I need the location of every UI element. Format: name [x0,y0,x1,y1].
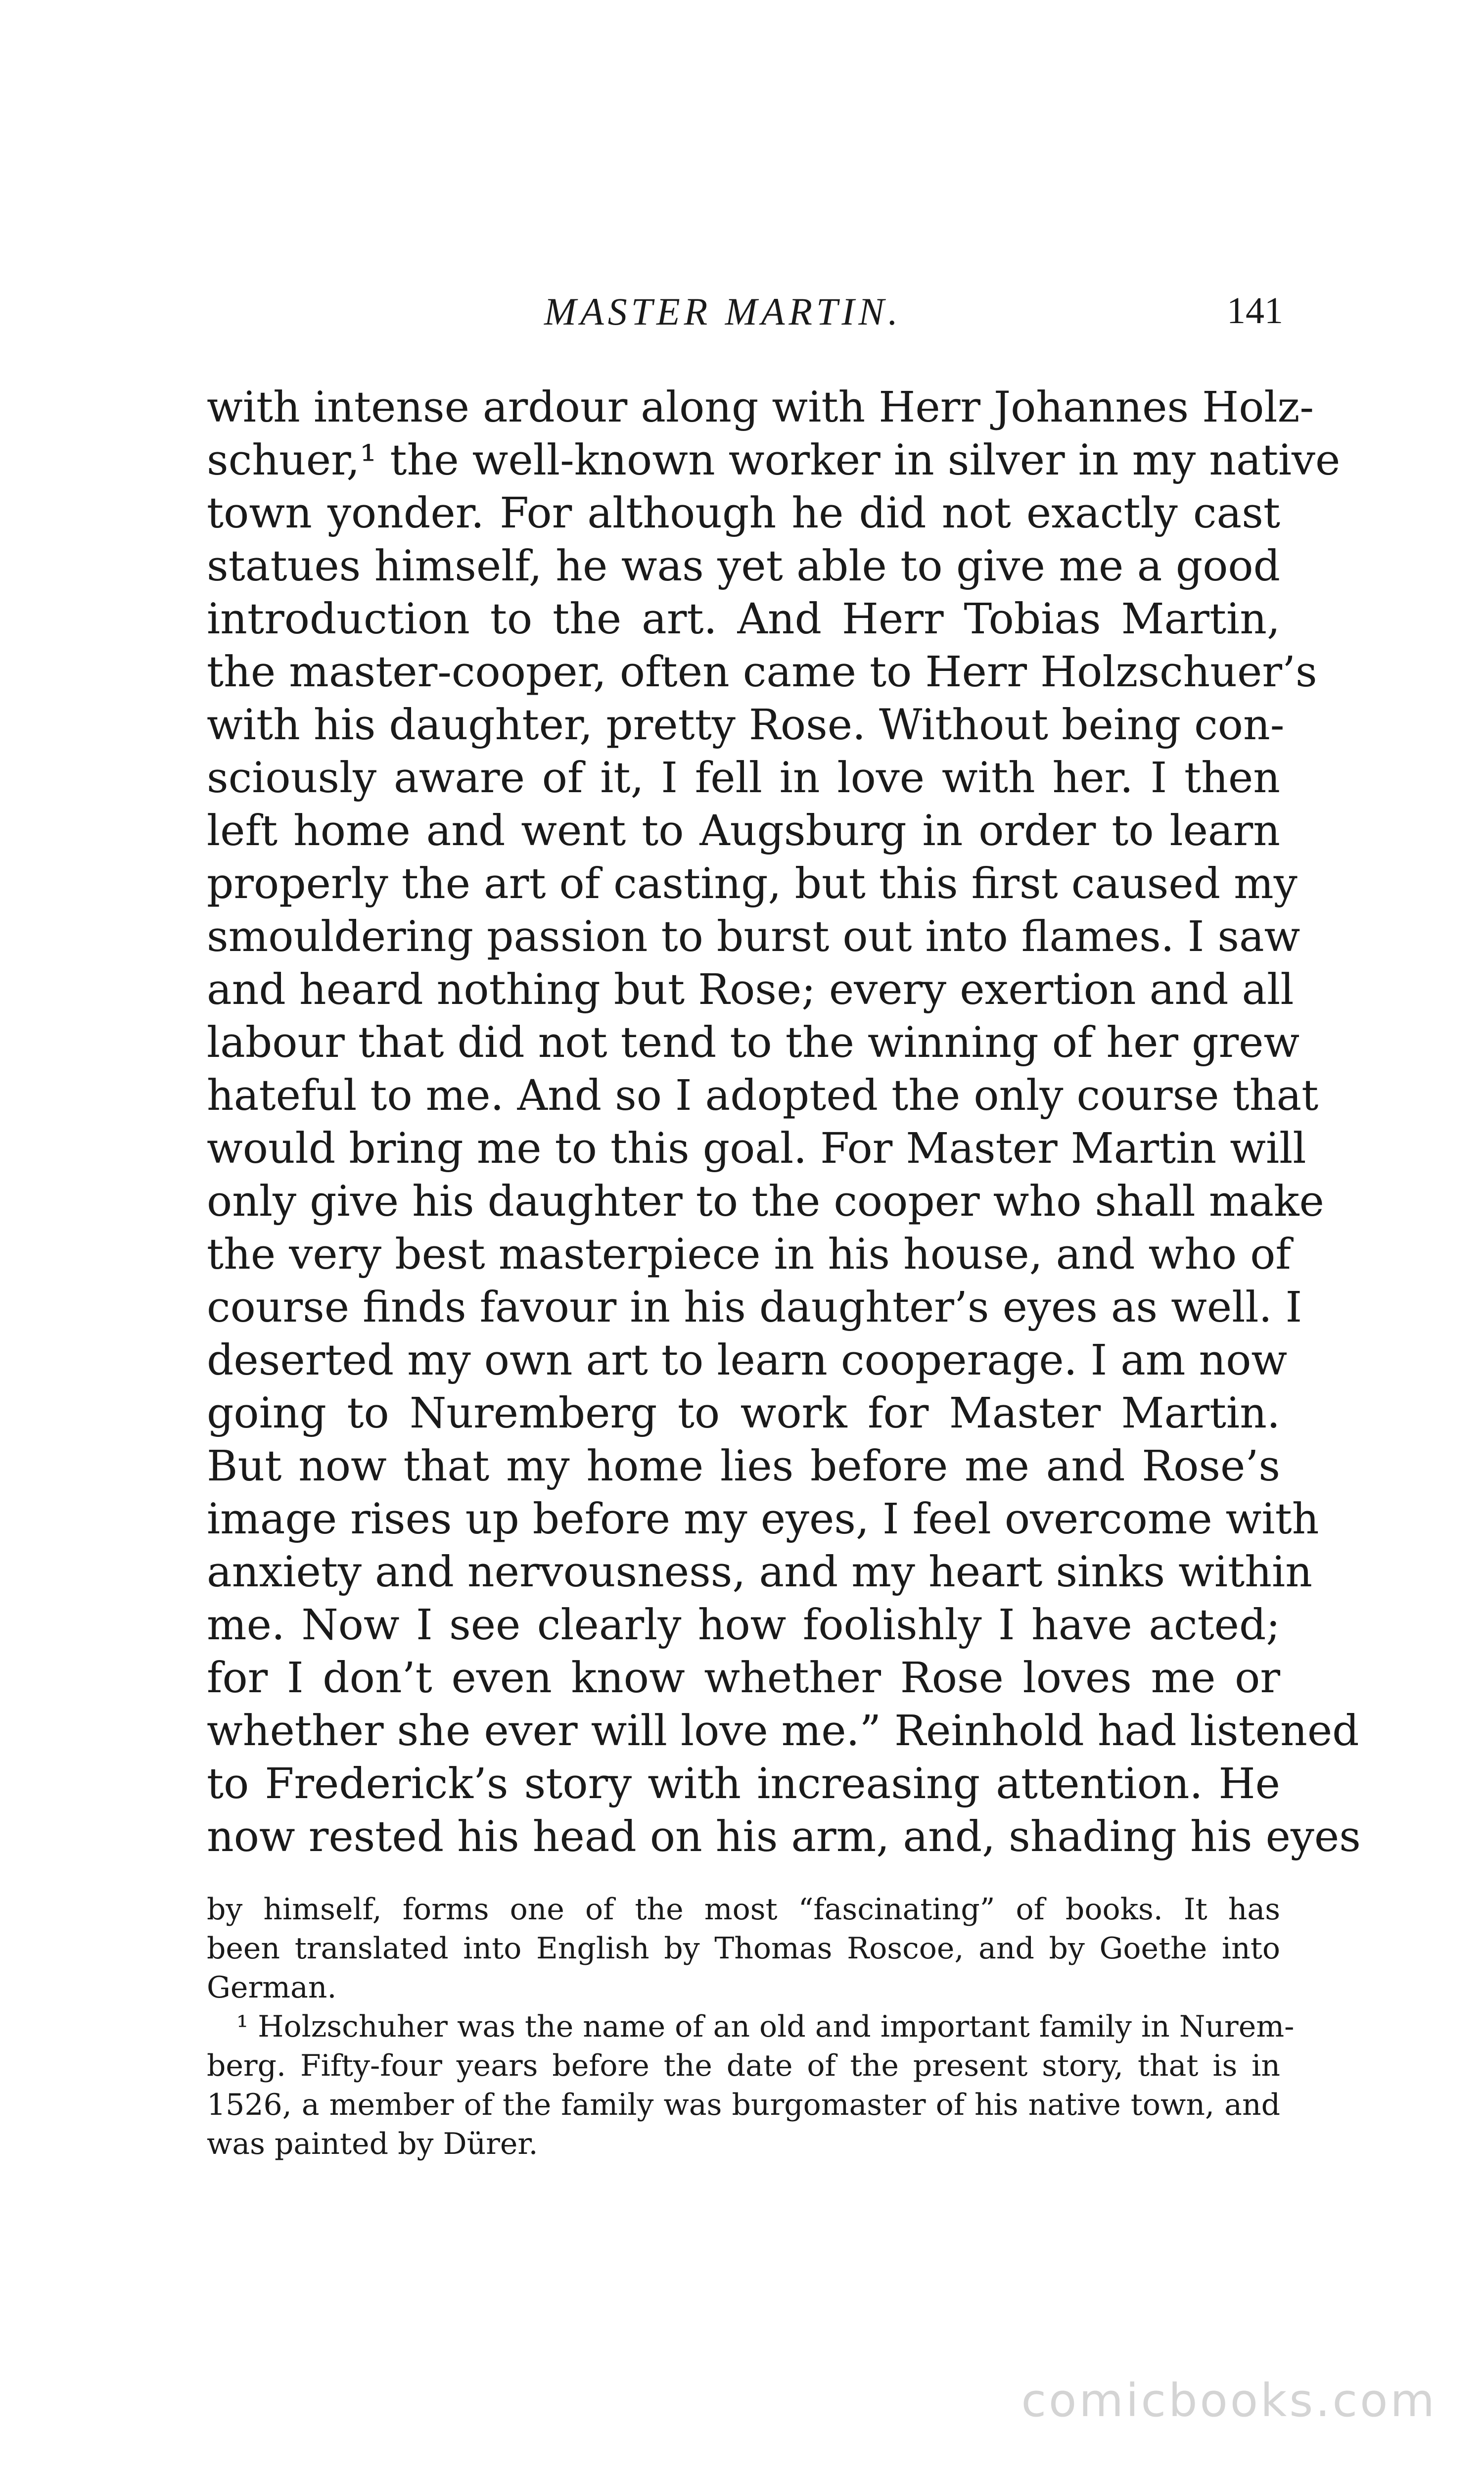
footnote-line: been translated into English by Thomas Roscoe, and by Goethe into [207,1931,1280,1966]
body-line: whether she ever will love me.” Reinhold had listened [207,1707,1359,1756]
body-line: only give his daughter to the cooper who shall make [207,1177,1324,1226]
footnote-line: 1526, a member of the family was burgomaster of his native town, and [207,2088,1280,2122]
body-line: schuer,¹ the well-known worker in silver in my native [207,436,1341,485]
body-line: labour that did not tend to the winning of her grew [207,1018,1300,1067]
watermark: comicbooks.com [1021,2374,1437,2427]
body-line: statues himself, he was yet able to give me a good [207,542,1280,591]
footnote-line: by himself, forms one of the most “fascinating” of books. It has [207,1892,1280,1927]
footnote-line: German. [207,1970,337,2005]
body-line: the master-cooper, often came to Herr Holzschuer’s [207,648,1317,697]
body-line: to Frederick’s story with increasing attention. He [207,1760,1280,1808]
body-line: sciously aware of it, I fell in love with her. I then [207,754,1280,803]
body-line: But now that my home lies before me and Rose’s [207,1442,1280,1491]
body-line: the very best masterpiece in his house, and who of [207,1230,1291,1279]
body-text [207,381,1361,1863]
footnote-line: was painted by Dürer. [207,2127,538,2161]
body-line: introduction to the art. And Herr Tobias Martin, [207,595,1280,644]
body-line: going to Nuremberg to work for Master Martin. [207,1389,1280,1438]
body-line: would bring me to this goal. For Master Martin will [207,1124,1306,1173]
body-line: anxiety and nervousness, and my heart sinks within [207,1548,1312,1597]
running-title: MASTER MARTIN. [544,290,902,333]
body-line: me. Now I see clearly how foolishly I have acted; [207,1601,1280,1650]
body-line: with his daughter, pretty Rose. Without being con- [207,701,1285,750]
running-head [0,289,1484,339]
body-line: smouldering passion to burst out into flames. I saw [207,912,1300,961]
body-line: properly the art of casting, but this first caused my [207,859,1298,908]
body-line: deserted my own art to learn cooperage. I am now [207,1336,1288,1385]
footnote-line: berg. Fifty-four years before the date of the present story, that is in [207,2048,1280,2083]
body-line: image rises up before my eyes, I feel overcome with [207,1495,1319,1544]
body-line: now rested his head on his arm, and, shading his eyes [207,1812,1361,1861]
footnotes [207,1890,1295,2164]
footnote-line: ¹ Holzschuher was the name of an old and important family in Nurem- [236,2009,1295,2044]
body-line: hateful to me. And so I adopted the only course that [207,1071,1319,1120]
body-line: left home and went to Augsburg in order to learn [207,807,1280,856]
body-line: town yonder. For although he did not exactly cast [207,489,1280,538]
body-line: for I don’t even know whether Rose loves me or [207,1654,1280,1703]
body-line: with intense ardour along with Herr Johannes Holz- [207,383,1314,432]
body-line: course finds favour in his daughter’s eyes as well. I [207,1283,1302,1332]
page-number: 141 [1227,290,1283,332]
body-line: and heard nothing but Rose; every exertion and all [207,965,1294,1014]
